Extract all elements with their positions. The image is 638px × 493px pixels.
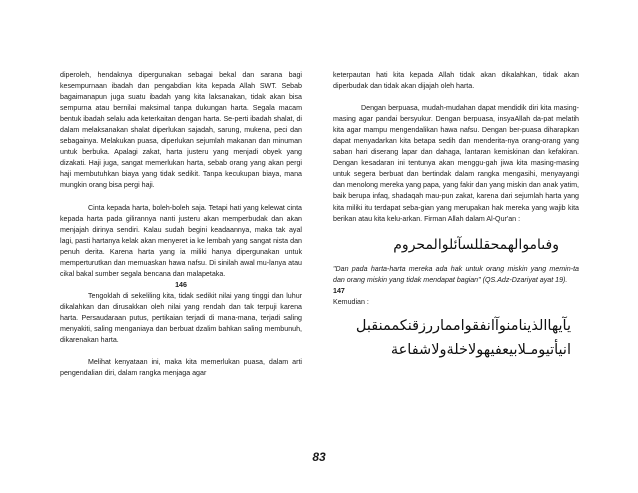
arabic-verse-2-line-2: انيأتيومـلابيعفيهولاخلةولاشفاعة xyxy=(390,341,571,358)
page-number: 83 xyxy=(312,450,326,464)
kemudian-label: Kemudian : xyxy=(333,297,369,306)
verse-translation: "Dan pada harta-harta mereka ada hak untuk orang miskin yang memin-ta dan orang miskin yang tidak mendapat bagian" (QS.Adz-Dzariyat ayat 19). xyxy=(333,264,579,284)
right-paragraph-2: Dengan berpuasa, mudah-mudahan dapat mendidik diri kita masing-masing agar pandai bersyukur. Dengan berpuasa, insyaAllah da-pat melatih kita agar mampu mengendalikan hawa nafsu. Dengan ber-puasa diharapkan dapat menyadarkan kita betapa sedih dan menderita-nya orang-orang yang saban hari diserang lapar dan dahaga, lantaran kemiskinan dan kefakiran. Dengan kesadaran ini tentunya akan menggu-gah jiwa kita masing-masing untuk segera berbuat dan bertindak dalam rangka mengasihi, menyayangi dan menolong mereka yang papa, yang fakir dan yang miskin dan anak yatim, baik berupa infaq, shadaqah mau-pun zakat, karena dari sejumlah harta yang kita miliki itu terdapat seba-gian yang merupakan hak mereka yang wajib kita berikan atau kita kelu-arkan. Firman Allah dalam Al-Qur'an : xyxy=(333,104,579,223)
right-paragraph-1: keterpautan hati kita kepada Allah tidak akan dikalahkan, tidak akan diperbudak dan tidak akan dijajah oleh harta. xyxy=(333,71,579,91)
left-paragraph-1: diperoleh, hendaknya dipergunakan sebagai bekal dan sarana bagi kesempurnaan ibadah dan pengabdian kita kepada Allah SWT. Sebab bagaimanapun juga suatu ibadah yang kita laksanakan, tidak akan bisa sempurna atau bernilai maksimal tanpa dukungan harta. Segala macam bentuk ibadah selalu ada keterkaitan dengan harta. Se-perti ibadah shalat, di dalam melaksanakan shalat diperlukan sajadah, sarung, mukena, peci dan sebagainya. Melakukan puasa, diperlukan sejumlah makanan dan minuman untuk berbuka. Apalagi zakat, harta justeru yang menjadi obyek yang dizakati. Haji juga, sangat memerlukan harta, sebab orang yang akan pergi haji membutuhkan biaya yang tidak sedikit. Tanpa kecukupan biaya, mana mungkin orang bisa pergi haji. xyxy=(60,71,302,190)
paragraph-gap xyxy=(60,192,302,203)
left-paragraph-2: Cinta kepada harta, boleh-boleh saja. Tetapi hati yang kelewat cinta kepada harta pada gilirannya nanti justeru akan memperbudak dan akan menjajah dirinya sendiri. Kalau sudah begini keadaannya, maka tak ayal lagi, pasti hartanya kelak akan menyeret ia ke lembah yang sangat nista dan penuh derita. Karena harta yang ia miliki hanya dipergunakan untuk memperturutkan dan memuaskan hawa nafsu. Di sinilah awal mu-lanya atau cikal bakal sumber segala bencana dan malapetaka. xyxy=(60,203,302,278)
footnote-number-146: 146 xyxy=(175,280,187,289)
paragraph-gap xyxy=(333,92,579,103)
arabic-verse-1: وفىاموالهمحقللسآئلوالمحروم xyxy=(393,236,559,253)
left-paragraph-4: Melihat kenyataan ini, maka kita memerlukan puasa, dalam arti pengendalian diri, dalam rangka menjaga agar xyxy=(60,358,302,378)
left-column xyxy=(60,70,302,379)
paragraph-gap xyxy=(60,346,302,357)
left-paragraph-3: Tengoklah di sekeliling kita, tidak sedikit nilai yang tinggi dan luhur dikalahkan dan dirusakkan oleh nilai yang rendah dan tak terpuji karena harta. Persaudaraan putus, pertikaian terjadi di mana-mana, terjadi saling menyakiti, saling menganiaya dan berbuat dzalim bahkan saling membunuh, dikarenakan harta. xyxy=(60,291,302,345)
arabic-verse-2-line-1: يآيهاالذينامنوآانفقوامماررزقنكممنقبل xyxy=(355,317,571,334)
right-column xyxy=(333,70,579,362)
footnote-number-147: 147 xyxy=(333,286,345,295)
